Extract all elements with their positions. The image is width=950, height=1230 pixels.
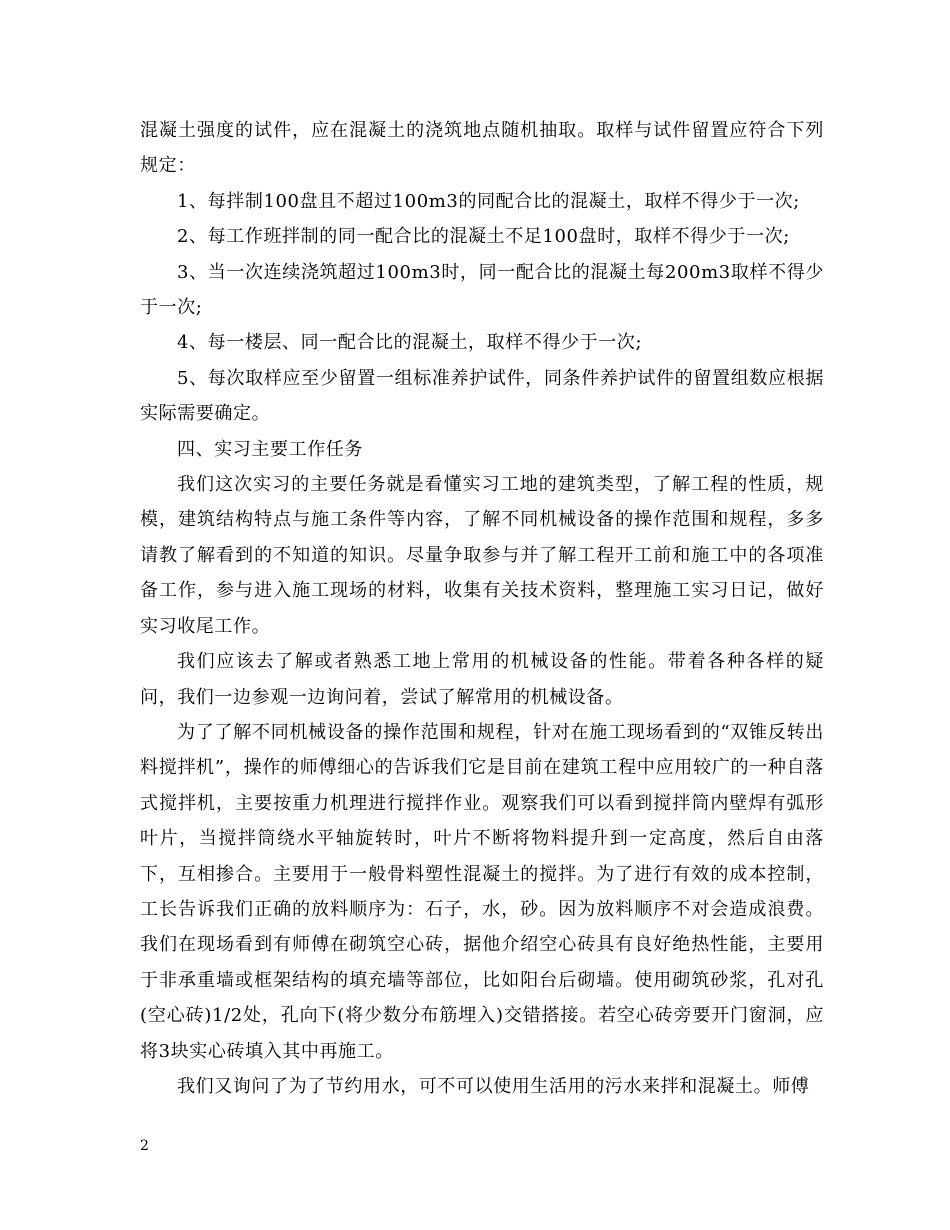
body-text xyxy=(140,113,824,1104)
list-item-4: 4、每一楼层、同一配合比的混凝土，取样不得少于一次; xyxy=(177,332,643,354)
paragraph-continuation: 混凝土强度的试件，应在混凝土的浇筑地点随机抽取。取样与试件留置应符合下列规定： xyxy=(140,120,824,177)
paragraph-mixer: 为了了解不同机械设备的操作范围和规程，针对在施工现场看到的“双锥反转出料搅拌机”，操作的师傅细心的告诉我们它是目前在建筑工程中应用较广的一种自落式搅拌机，主要按重力机理进行搅拌作业。观察我们可以看到搅拌筒内壁焊有弧形叶片，当搅拌筒绕水平轴旋转时，叶片不断将物料提升到一定高度，然后自由落下，互相掺合。主要用于一般骨料塑性混凝土的搅拌。为了进行有效的成本控制，工长告诉我们正确的放料顺序为：石子，水，砂。因为放料顺序不对会造成浪费。我们在现场看到有师傅在砌筑空心砖，据他介绍空心砖具有良好绝热性能，主要用于非承重墙或框架结构的填充墙等部位，比如阳台后砌墙。使用砌筑砂浆，孔对孔(空心砖)1/2处，孔向下(将少数分布筋埋入)交错搭接。若空心砖旁要开门窗洞，应将3块实心砖填入其中再施工。 xyxy=(140,721,824,1062)
list-item-2: 2、每工作班拌制的同一配合比的混凝土不足100盘时，取样不得少于一次; xyxy=(177,226,790,248)
section-heading: 四、实习主要工作任务 xyxy=(177,438,363,460)
paragraph-tasks: 我们这次实习的主要任务就是看懂实习工地的建筑类型，了解工程的性质，规模，建筑结构特点与施工条件等内容，了解不同机械设备的操作范围和规程，多多请教了解看到的不知道的知识。尽量争取参与并了解工程开工前和施工中的各项准备工作，参与进入施工现场的材料，收集有关技术资料，整理施工实习日记，做好实习收尾工作。 xyxy=(140,474,824,637)
list-item-3: 3、当一次连续浇筑超过100m3时，同一配合比的混凝土每200m3取样不得少于一次; xyxy=(140,261,824,319)
list-item-1: 1、每拌制100盘且不超过100m3的同配合比的混凝土，取样不得少于一次; xyxy=(177,190,800,212)
paragraph-equipment: 我们应该去了解或者熟悉工地上常用的机械设备的性能。带着各种各样的疑问，我们一边参观一边询问着，尝试了解常用的机械设备。 xyxy=(140,651,824,708)
paragraph-water: 我们又询问了为了节约用水，可不可以使用生活用的污水来拌和混凝土。师傅 xyxy=(177,1075,810,1097)
list-item-5: 5、每次取样应至少留置一组标准养护试件，同条件养护试件的留置组数应根据实际需要确定。 xyxy=(140,367,824,425)
page-number: 2 xyxy=(140,1138,149,1154)
